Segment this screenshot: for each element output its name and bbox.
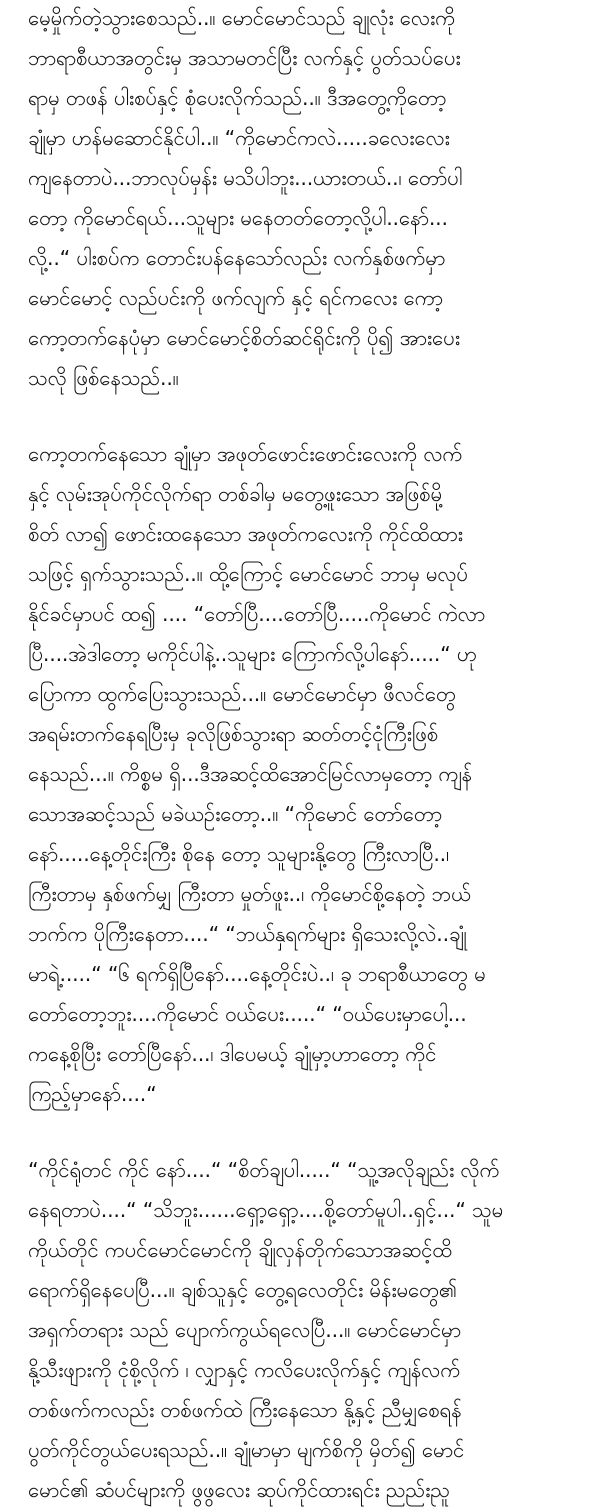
text-line: ပွတ်ကိုင်တွယ်ပေးရသည်..။ ချုံမာမှာ မျက်စိကို မှိတ်၍ မောင်: [28, 1438, 465, 1462]
text-line: ကြည့်မှာနော်....“: [28, 1082, 157, 1106]
paragraph-gap: [28, 398, 586, 434]
text-line: မာရဲ့.....“ “၆ ရက်ရှိပြီနော်....နေ့တိုင်းပဲ..၊ ခု ဘရာစီယာတွေ မ: [28, 962, 486, 986]
text-line: အရှက်တရား သည် ပျောက်ကွယ်ရလေပြီ...။ မောင်မောင်မှာ: [28, 1318, 461, 1342]
paragraph-gap: [28, 1114, 586, 1150]
text-line: ရောက်ရှိနေပေပြီ...။ ချစ်သူနှင့် တွေ့ရလေတိုင်း မိန်းမတွေ၏: [28, 1278, 457, 1302]
text-line: သဖြင့် ရှက်သွားသည်..။ ထို့ကြောင့် မောင်မောင် ဘာမှ မလုပ်: [28, 562, 468, 586]
text-line: ကြီးတာမှ နှစ်ဖက်မျှ ကြီးတာ မှုတ်ဖူး..၊ ကိုမောင်စို့နေတဲ့ ဘယ်: [28, 882, 471, 906]
paragraph: [28, 434, 586, 1114]
text-line: အရမ်းတက်နေရပြီးမှ ခုလိုဖြစ်သွားရာ ဆတ်တင့်ငုံကြီးဖြစ်: [28, 722, 439, 746]
text-line: ရာမှ တဖန် ပါးစပ်နှင့် စုံပေးလိုက်သည်..။ ဒီအတွေ့ကိုတော့: [28, 86, 447, 110]
text-line: ကော့တက်နေပုံမှာ မောင်မောင့်စိတ်ဆင်ရိုင်းကို ပို၍ အားပေး: [28, 326, 460, 350]
paragraph: [28, 1150, 586, 1510]
text-line: နေရတာပဲ....“ “သိဘူး......ရှော့ရှော့....စို့တော်မူပါ..ရှင့်...“ သူမ: [28, 1198, 504, 1222]
text-line: နှင့် လုမ်းအုပ်ကိုင်လိုက်ရာ တစ်ခါမှ မတွေ့ဖူးသော အဖြစ်မို့: [28, 482, 442, 506]
text-line: နို့သီးဖျားကို ငုံစို့လိုက် ၊ လျှာနှင့် ကလိပေးလိုက်နှင့် ကျန်လက်: [28, 1358, 461, 1382]
text-line: ချုံမှာ ဟန်မဆောင်နိုင်ပါ..။ “ကိုမောင်ကလဲ.....ခလေးလေး: [28, 126, 450, 150]
text-line: မောင်၏ ဆံပင်များကို ဖွဖွလေး ဆုပ်ကိုင်ထားရင်း ညည်းညူ: [28, 1478, 450, 1502]
text-line: သလို ဖြစ်နေသည်..။: [28, 366, 179, 390]
text-line: ကနေ့စိုပြီး တော်ပြီနော်...၊ ဒါပေမယ့် ချုံမှာ့ဟာတော့ ကိုင်: [28, 1042, 437, 1066]
text-line: ဘက်က ပိုကြီးနေတာ....“ “ဘယ်နှရက်များ ရှိသေးလို့လဲ..ချုံ: [28, 922, 467, 946]
text-line: ကော့တက်နေသော ချုံမှာ အဖုတ်ဖောင်းဖောင်းလေးကို လက်: [28, 442, 463, 466]
article-body: [28, 0, 586, 1510]
paragraph: [28, 0, 586, 398]
text-line: တော့ ကိုမောင်ရယ်...သူများ မနေတတ်တော့လို့ပါ..နော်...: [28, 206, 448, 230]
text-line: လို့..“ ပါးစပ်က တောင်းပန်နေသော်လည်း လက်နှစ်ဖက်မှာ: [28, 246, 446, 270]
text-line: “ကိုင်ရုံတင် ကိုင် နော်....“ “စိတ်ချပါ.....“ “သူ့အလိုချည်း လိုက်: [28, 1158, 500, 1182]
text-line: ကိုယ်တိုင် ကပင်မောင်မောင်ကို ချိုလှန်တိုက်သောအဆင့်ထိ: [28, 1238, 452, 1262]
text-line: ကျနေတာပဲ...ဘာလုပ်မှန်း မသိပါဘူး...ယားတယ်..၊ တော်ပါ: [28, 166, 463, 190]
text-line: ပြောကာ ထွက်ပြေးသွားသည်...။ မောင်မောင်မှာ ဖီလင်တွေ: [28, 682, 456, 706]
text-line: စိတ် လာ၍ ဖောင်းထနေသော အဖုတ်ကလေးကို ကိုင်ထိထား: [28, 522, 463, 546]
text-line: နော်.....နေ့တိုင်းကြီး စိုနေ တော့ သူများနို့တွေ ကြီးလာပြီ..၊: [28, 842, 450, 866]
text-line: နေသည်...။ ကိစ္စမ ရှိ...ဒီအဆင့်ထိအောင်မြင်လာမှတော့ ကျန်: [28, 762, 472, 786]
text-line: မေ့မှိုက်တဲ့သွားစေသည်..။ မောင်မောင်သည် ချုလုံး လေးကို: [28, 6, 455, 30]
text-line: ဘာရာစီယာအတွင်းမှ အသာမတင်ပြီး လက်နှင့် ပွတ်သပ်ပေး: [28, 46, 461, 70]
text-line: တော်တော့ဘူး....ကိုမောင် ဝယ်ပေး.....“ “ဝယ်ပေးမှာပေါ့...: [28, 1002, 467, 1026]
text-line: ပြီ....အဲဒါတော့ မကိုင်ပါနဲ့..သူများ ကြောက်လို့ပါနော်.....“ ဟု: [28, 642, 477, 666]
text-line: တစ်ဖက်ကလည်း တစ်ဖက်ထဲ ကြီးနေသော နို့နှင့် ညီမျှစေရန်: [28, 1398, 462, 1422]
text-line: သောအဆင့်သည် မခဲယဉ်းတော့..။ “ကိုမောင် တော်တော့: [28, 802, 443, 826]
text-line: နိုင်ခင်မှာပင် ထ၍ .... “တော်ပြီ....တော်ပြီ.....ကိုမောင် ကဲလာ: [28, 602, 486, 626]
text-line: မောင်မောင့် လည်ပင်းကို ဖက်လျက် နှင့် ရင်ကလေး ကော့: [28, 286, 443, 310]
